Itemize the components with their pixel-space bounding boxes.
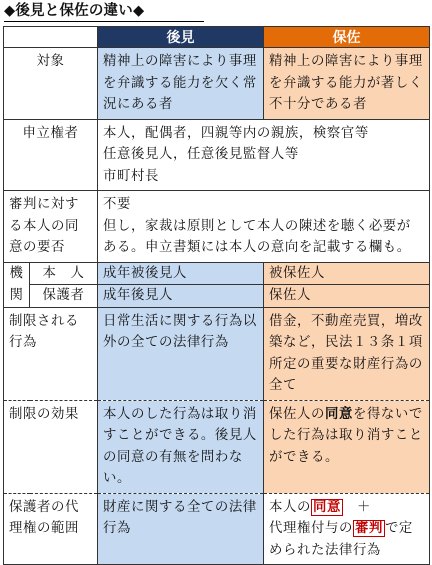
- row-label-petitioner: 申立権者: [4, 119, 98, 191]
- cell-target-kouken: 精神上の障害により事理を弁識する能力を欠く常況にある者: [98, 48, 264, 120]
- agency-hosa-mid: 代理権付与の: [269, 521, 353, 536]
- agency-hosa-boxed-consent: 同意: [312, 499, 341, 515]
- header-hosa: 保佐: [264, 27, 430, 48]
- row-consent: [4, 191, 430, 263]
- organ-guardian-label: 保護者: [30, 285, 98, 308]
- header-blank-cell: [4, 27, 98, 48]
- cell-organ-guardian-hosa: 保佐人: [264, 285, 430, 308]
- organ-label-char-2: 関: [9, 287, 24, 303]
- cell-restricted-hosa: 借金，不動産売買，増改築など，民法１３条１項所定の重要な財産行為の全て: [264, 307, 430, 400]
- organ-label-char-1: 機: [9, 265, 24, 281]
- effect-hosa-post: を得ないでした行為は取り消すことができる。: [269, 406, 423, 465]
- petitioner-line-3: 市町村長: [103, 168, 159, 184]
- cell-agency-kouken: 財産に関する全ての法律行為: [98, 493, 264, 565]
- cell-petitioner: [98, 119, 430, 191]
- organ-principal-label: 本 人: [30, 262, 98, 285]
- cell-restricted-kouken: 日常生活に関する行為以外の全ての法律行為: [98, 307, 264, 400]
- row-label-consent: 審判に対する本人の同意の要否: [4, 191, 98, 263]
- row-label-restricted: 制限される行為: [4, 307, 98, 400]
- header-row: [4, 27, 430, 48]
- page-title: ◆後見と保佐の違い◆: [4, 2, 204, 22]
- cell-effect-hosa: [264, 400, 430, 493]
- row-restricted: [4, 307, 430, 400]
- petitioner-line-2: 任意後見人，任意後見監督人等: [103, 147, 299, 162]
- row-organ-principal: [4, 262, 430, 285]
- header-kouken: 後見: [98, 27, 264, 48]
- row-petitioner: [4, 119, 430, 191]
- row-label-target: 対象: [4, 48, 98, 120]
- cell-organ-principal-kouken: 成年被後見人: [98, 262, 264, 285]
- agency-hosa-pre: 本人の: [269, 499, 311, 515]
- cell-effect-kouken: 本人のした行為は取り消すことができる。後見人の同意の有無を問わない。: [98, 400, 264, 493]
- consent-line-1: 不要: [103, 197, 131, 212]
- row-label-agency: 保護者の代理権の範囲: [4, 493, 98, 565]
- consent-line-2: 但し，家裁は原則として本人の陳述を聴く必要がある。申立書類には本人の意向を記載する欄も。: [103, 218, 411, 255]
- cell-organ-principal-hosa: 被保佐人: [264, 262, 430, 285]
- row-effect: [4, 400, 430, 493]
- comparison-table: [3, 26, 430, 565]
- cell-target-hosa: 精神上の障害により事理を弁識する能力が著しく不十分である者: [264, 48, 430, 120]
- row-target: [4, 48, 430, 120]
- petitioner-line-1: 本人，配偶者，四親等内の親族，検察官等: [103, 125, 369, 141]
- cell-organ-guardian-kouken: 成年後見人: [98, 285, 264, 308]
- row-agency: [4, 493, 430, 565]
- organ-label: [4, 262, 30, 307]
- cell-agency-hosa: [264, 493, 430, 565]
- row-label-effect: 制限の効果: [4, 400, 98, 493]
- agency-hosa-boxed-judgment: 審判: [354, 521, 383, 536]
- row-organ-guardian: [4, 285, 430, 308]
- effect-hosa-keyword: 同意: [324, 406, 353, 422]
- agency-hosa-post: で定められた法律行為: [269, 521, 413, 558]
- agency-hosa-plus: ＋: [342, 499, 371, 515]
- effect-hosa-pre: 保佐人の: [269, 406, 325, 422]
- cell-consent: [98, 191, 430, 263]
